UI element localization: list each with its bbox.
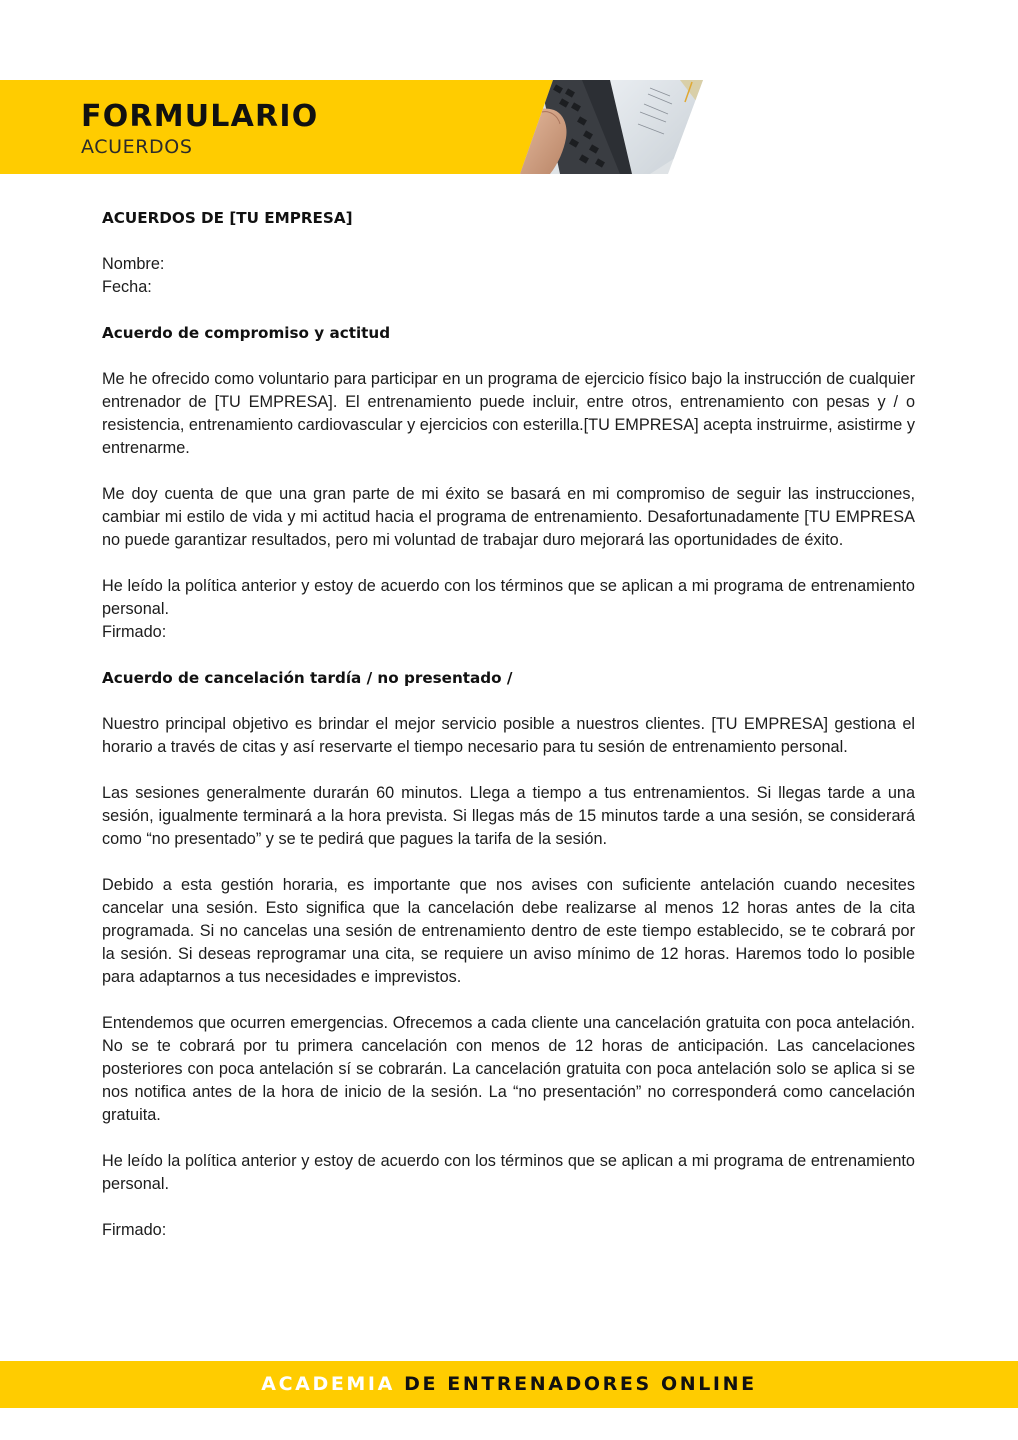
date-field-label: Fecha: xyxy=(102,278,152,296)
page-subtitle: ACUERDOS xyxy=(81,136,193,158)
footer-brand-highlight: ACADEMIA xyxy=(261,1373,395,1395)
document-body xyxy=(102,207,915,1242)
name-field-label: Nombre: xyxy=(102,255,165,273)
paragraph: Nuestro principal objetivo es brindar el mejor servicio posible a nuestros clientes. [TU EMPRESA] gestiona el horario a través de citas y así reservarte el tiempo necesario para tu sesión de entrenamiento personal. xyxy=(102,715,915,756)
paragraph: He leído la política anterior y estoy de acuerdo con los términos que se aplican a mi programa de entrenamiento personal. xyxy=(102,1152,915,1193)
paragraph: Las sesiones generalmente durarán 60 minutos. Llega a tiempo a tus entrenamientos. Si llegas tarde a una sesión, igualmente terminará a la hora prevista. Si llegas más de 15 minutos tarde a una sesión, se considerará como “no presentado” y se te pedirá que pagues la tarifa de la sesión. xyxy=(102,784,915,848)
section-heading-cancellation: Acuerdo de cancelación tardía / no presentado / xyxy=(102,669,513,687)
footer-brand-rest: DE ENTRENADORES ONLINE xyxy=(404,1373,757,1395)
page-title: FORMULARIO xyxy=(81,99,319,134)
laptop-typing-photo-icon xyxy=(520,80,703,174)
paragraph: He leído la política anterior y estoy de acuerdo con los términos que se aplican a mi programa de entrenamiento personal. xyxy=(102,577,915,618)
document-title: ACUERDOS DE [TU EMPRESA] xyxy=(102,209,353,227)
signature-label: Firmado: xyxy=(102,623,167,641)
paragraph: Me doy cuenta de que una gran parte de mi éxito se basará en mi compromiso de seguir las instrucciones, cambiar mi estilo de vida y mi actitud hacia el programa de entrenamiento. Desafortunadamente [TU EMPRESA no puede garantizar resultados, pero mi voluntad de trabajar duro mejorará las oportunidades de éxito. xyxy=(102,485,915,549)
footer-bar xyxy=(0,1361,1018,1408)
paragraph: Me he ofrecido como voluntario para participar en un programa de ejercicio físico bajo la instrucción de cualquier entrenador de [TU EMPRESA]. El entrenamiento puede incluir, entre otros, entrenamiento con pesas y / o resistencia, entrenamiento cardiovascular y ejercicios con esterilla.[TU EMPRESA] acepta instruirme, asistirme y entrenarme. xyxy=(102,370,915,457)
paragraph: Entendemos que ocurren emergencias. Ofrecemos a cada cliente una cancelación gratuita con poca antelación. No se te cobrará por tu primera cancelación con menos de 12 horas de anticipación. Las cancelaciones posteriores con poca antelación sí se cobrarán. La cancelación gratuita con poca antelación solo se aplica si se nos notifica antes de la hora de inicio de la sesión. La “no presentación” no corresponderá como cancelación gratuita. xyxy=(102,1014,915,1124)
section-heading-commitment: Acuerdo de compromiso y actitud xyxy=(102,324,391,342)
paragraph: Debido a esta gestión horaria, es importante que nos avises con suficiente antelación cuando necesites cancelar una sesión. Esto significa que la cancelación debe realizarse al menos 12 horas antes de la cita programada. Si no cancelas una sesión de entrenamiento dentro de este tiempo establecido, se te cobrará por la sesión. Si deseas reprogramar una cita, se requiere un aviso mínimo de 12 horas. Haremos todo lo posible para adaptarnos a tus necesidades e imprevistos. xyxy=(102,876,915,986)
signature-label: Firmado: xyxy=(102,1221,167,1239)
